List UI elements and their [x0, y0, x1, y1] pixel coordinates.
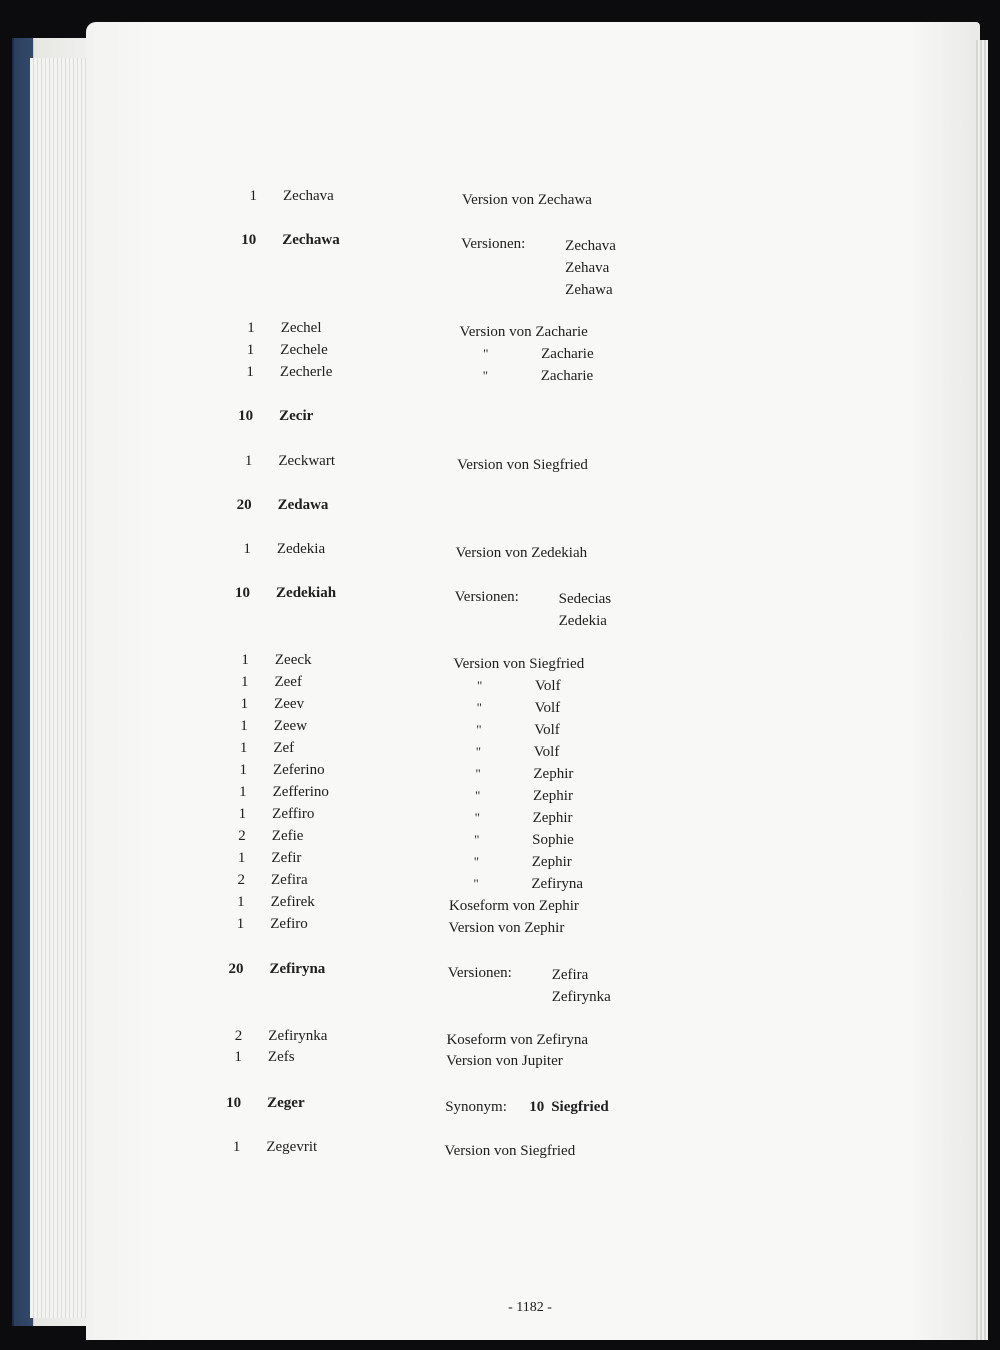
entry-name: Zeew: [273, 718, 308, 734]
entry-name: Zechele: [280, 342, 328, 358]
entry-description: Versionen:: [447, 965, 512, 981]
entry-name: Zef: [273, 740, 295, 756]
ditto-mark: ": [474, 832, 480, 847]
entry-frequency: 1: [239, 762, 247, 778]
entry-frequency: 1: [241, 652, 249, 668]
ditto-mark: ": [476, 700, 482, 715]
page-number: - 1182 -: [508, 1300, 552, 1315]
entry-name: Zeckwart: [278, 453, 335, 469]
entry-frequency: 1: [236, 916, 245, 932]
ditto-mark: ": [474, 788, 481, 803]
entry-frequency: 20: [228, 961, 244, 977]
entry-description: Version von Zechawa: [462, 192, 592, 208]
ditto-mark: ": [474, 810, 480, 825]
entry-description: Synonym:: [445, 1099, 507, 1115]
entry-description: Versionen:: [454, 589, 519, 605]
entry-frequency: 1: [238, 806, 247, 822]
entry-name: Zefs: [267, 1049, 295, 1065]
entry-frequency: 1: [239, 740, 248, 756]
entry-name: Zechawa: [282, 232, 340, 248]
version-name: Zefirynka: [551, 989, 611, 1005]
entry-frequency: 1: [240, 674, 249, 690]
entry-frequency: 1: [239, 784, 247, 800]
entry-name: Zefferino: [272, 784, 329, 800]
entry-frequency: 1: [249, 188, 257, 204]
entry-description: Sophie: [532, 832, 574, 848]
page-right-edge: [976, 40, 988, 1340]
entry-frequency: 1: [240, 696, 249, 712]
entry-name: Zefirynka: [268, 1028, 328, 1044]
entry-frequency: 2: [237, 872, 246, 888]
entry-frequency: 1: [246, 342, 255, 358]
ditto-mark: ": [475, 744, 482, 759]
entry-name: Zefir: [271, 850, 302, 866]
version-name: Zehawa: [565, 282, 613, 298]
entry-description: Volf: [534, 700, 561, 716]
entry-name: Zedekia: [276, 541, 326, 557]
entry-description: Version von Zephir: [448, 920, 565, 936]
entry-frequency: 1: [240, 718, 248, 734]
entry-name: Zedekiah: [276, 585, 337, 601]
entry-description: Zephir: [533, 766, 574, 782]
entry-description: Zephir: [532, 788, 573, 804]
synonym-name: Siegfried: [551, 1099, 609, 1115]
entry-frequency: 1: [247, 320, 255, 336]
entry-description: Zacharie: [541, 346, 594, 362]
entry-name: Zeeck: [274, 652, 312, 668]
entry-name: Zechava: [283, 188, 334, 204]
entry-frequency: 2: [234, 1028, 243, 1044]
entry-name: Zecir: [279, 408, 314, 424]
entry-frequency: 1: [232, 1139, 241, 1155]
entry-description: Version von Siegfried: [453, 656, 585, 672]
entry-frequency: 10: [238, 408, 254, 424]
entry-frequency: 10: [235, 585, 251, 601]
entry-description: Version von Jupiter: [446, 1053, 563, 1069]
entry-description: Volf: [534, 722, 560, 738]
synonym-frequency: 10: [529, 1099, 545, 1115]
entry-frequency: 1: [244, 453, 253, 469]
version-name: Zedekia: [558, 613, 607, 629]
entry-description: Zacharie: [540, 368, 594, 384]
version-name: Zechava: [565, 238, 616, 254]
entry-frequency: 1: [237, 850, 246, 866]
ditto-mark: ": [473, 876, 479, 891]
entry-frequency: 1: [234, 1049, 242, 1065]
entry-description: Zephir: [532, 810, 573, 826]
entry-name: Zegevrit: [266, 1139, 318, 1155]
entry-description: Volf: [535, 678, 561, 694]
entry-name: Zechel: [280, 320, 322, 336]
entry-name: Zeger: [267, 1095, 305, 1111]
entry-description: Zephir: [531, 854, 572, 870]
entry-description: Version von Zacharie: [459, 324, 588, 340]
entry-frequency: 2: [238, 828, 246, 844]
page-stack-edge: [30, 58, 90, 1318]
entry-frequency: 10: [241, 232, 257, 248]
entry-description: Version von Siegfried: [444, 1143, 576, 1159]
entry-frequency: 20: [236, 497, 252, 513]
entry-frequency: 1: [243, 541, 251, 557]
entry-name: Zeferino: [272, 762, 325, 778]
entry-name: Zefiro: [270, 916, 308, 932]
entry-name: Zefie: [271, 828, 304, 844]
entry-description: Version von Zedekiah: [455, 545, 588, 561]
version-name: Zehava: [565, 260, 610, 276]
ditto-mark: ": [477, 678, 483, 693]
entry-description: Koseform von Zefiryna: [446, 1032, 589, 1048]
entry-name: Zeef: [274, 674, 302, 690]
entry-frequency: 1: [237, 894, 245, 910]
ditto-mark: ": [482, 368, 489, 383]
entry-description: Version von Siegfried: [457, 457, 588, 473]
entry-name: Zefirek: [270, 894, 315, 910]
entry-name: Zefiryna: [269, 961, 326, 977]
version-name: Sedecias: [558, 591, 612, 607]
entry-frequency: 10: [226, 1095, 242, 1111]
version-name: Zefira: [551, 967, 589, 983]
ditto-mark: ": [475, 766, 481, 781]
ditto-mark: ": [483, 346, 489, 361]
entry-description: Koseform von Zephir: [448, 898, 579, 914]
ditto-mark: ": [476, 722, 482, 737]
entry-description: Versionen:: [461, 236, 526, 252]
entry-description: Volf: [533, 744, 560, 760]
ditto-mark: ": [473, 854, 480, 869]
entry-name: Zefira: [271, 872, 308, 888]
entry-frequency: 1: [246, 364, 254, 380]
entry-name: Zeffiro: [272, 806, 315, 822]
entry-description: Zefiryna: [531, 876, 583, 892]
entry-name: Zecherle: [279, 364, 333, 380]
entry-name: Zeev: [274, 696, 305, 712]
entry-name: Zedawa: [277, 497, 329, 513]
